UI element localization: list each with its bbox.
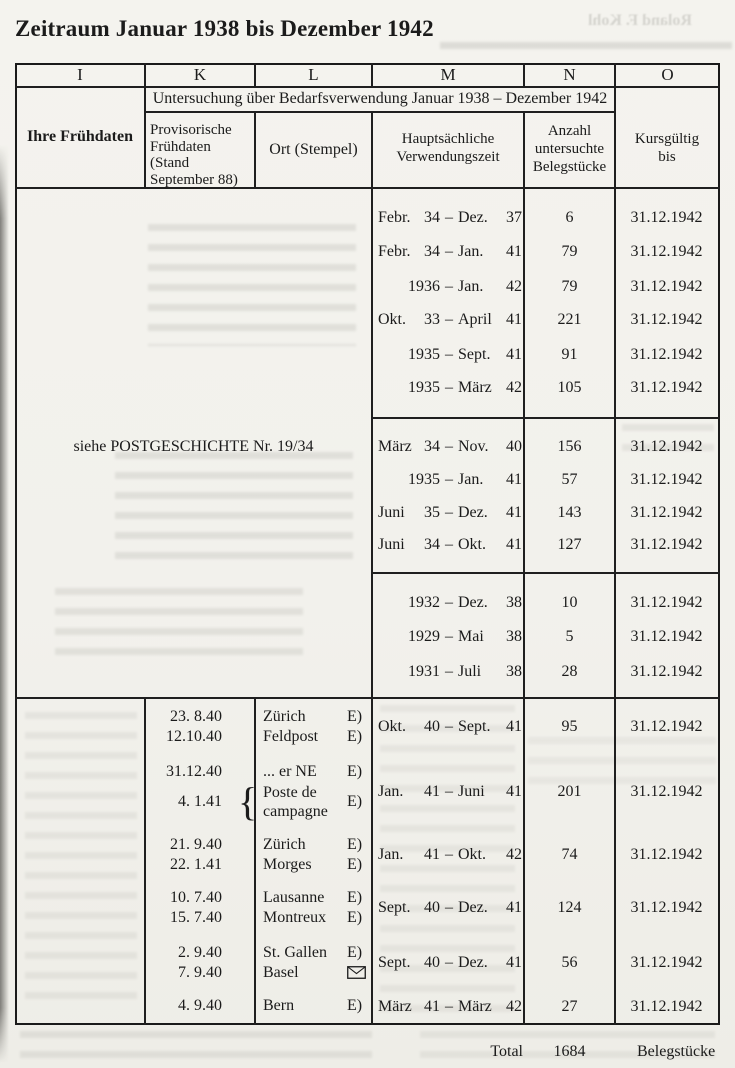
period-start-year: 1936 [408,278,440,295]
count-cell: 105 [557,379,582,396]
date-cell: 2. 9.40 [178,944,222,961]
period-end-month: Okt. [458,536,486,553]
header-cell-ort-stempel: Ort (Stempel) [269,141,358,158]
period-start-month: Sept. [378,954,411,971]
period-end-month: Sept. [458,718,491,735]
count-cell: 10 [561,594,578,611]
dash-glyph: – [445,379,453,396]
valid-until-cell: 31.12.1942 [630,346,703,363]
dash-glyph: – [445,594,453,611]
count-cell: 5 [565,628,574,645]
period-start-year: 1935 [408,379,440,396]
total-value: 1684 [553,1043,586,1060]
period-end-year: 38 [506,628,522,645]
count-cell: 74 [561,846,578,863]
header-cell-verwendungszeit: Hauptsächliche Verwendungszeit [396,131,500,165]
period-cell [378,345,524,365]
period-cell [378,627,524,647]
period-end-year: 41 [506,899,522,916]
period-cell [378,378,524,398]
date-cell: 22. 1.41 [170,856,222,873]
valid-until-cell: 31.12.1942 [630,954,703,971]
table-gridline [254,698,256,1025]
dash-glyph: – [445,243,453,260]
count-cell: 143 [557,504,582,521]
date-cell: 10. 7.40 [170,889,222,906]
marker-e: E) [347,909,363,926]
period-end-year: 41 [506,954,522,971]
period-end-month: Jan. [458,278,484,295]
dash-glyph: – [445,783,453,800]
period-cell [378,953,524,973]
valid-until-cell: 31.12.1942 [630,438,703,455]
period-end-year: 41 [506,504,522,521]
period-start-year: 1932 [408,594,440,611]
date-cell: 4. 1.41 [178,793,222,810]
period-start-year: 41 [424,846,440,863]
period-end-year: 42 [506,998,522,1015]
postgeschichte-note: siehe POSTGESCHICHTE Nr. 19/34 [73,438,314,455]
period-start-month: Sept. [378,899,411,916]
period-start-month: Okt. [378,311,406,328]
period-start-month: Febr. [378,243,411,260]
col-letter-i: I [77,65,83,84]
place-cell: Poste de [263,784,317,801]
marker-e: E) [347,944,363,961]
date-cell: 4. 9.40 [178,997,222,1014]
envelope-icon [347,966,366,984]
dash-glyph: – [445,954,453,971]
period-start-month: März [378,438,412,455]
date-cell: 7. 9.40 [178,964,222,981]
period-end-year: 41 [506,346,522,363]
place-cell: Basel [263,964,299,981]
page-title: Zeitraum Januar 1938 bis Dezember 1942 [15,16,434,41]
period-start-year: 34 [424,438,440,455]
period-end-year: 42 [506,278,522,295]
header-cell-provisorische-fruehdaten: Provisorische Frühdaten (Stand September 88) [150,122,238,188]
period-start-month: Febr. [378,209,411,226]
valid-until-cell: 31.12.1942 [630,783,703,800]
marker-e: E) [347,708,363,725]
period-end-month: März [458,998,492,1015]
period-start-year: 40 [424,899,440,916]
period-start-month: Juni [378,504,405,521]
period-end-year: 41 [506,783,522,800]
period-end-month: Nov. [458,438,489,455]
period-start-year: 34 [424,209,440,226]
place-cell: St. Gallen [263,944,327,961]
valid-until-cell: 31.12.1942 [630,846,703,863]
period-end-year: 41 [506,471,522,488]
marker-e: E) [347,856,363,873]
count-cell: 156 [557,438,582,455]
bleedthrough-smudge [440,42,732,57]
count-cell: 124 [557,899,582,916]
marker-e: E) [347,889,363,906]
date-cell: 12.10.40 [166,728,222,745]
period-start-year: 41 [424,783,440,800]
valid-until-cell: 31.12.1942 [630,278,703,295]
dash-glyph: – [445,471,453,488]
table-gridline [372,417,720,419]
dash-glyph: – [445,628,453,645]
dash-glyph: – [445,311,453,328]
marker-e: E) [347,836,363,853]
place-cell: Zürich [263,836,306,853]
period-start-year: 1935 [408,346,440,363]
period-end-month: März [458,379,492,396]
date-cell: 23. 8.40 [170,708,222,725]
date-cell: 21. 9.40 [170,836,222,853]
dash-glyph: – [445,346,453,363]
total-unit: Belegstücke [637,1043,716,1060]
period-cell [378,662,524,682]
place-cell: campagne [263,803,328,820]
date-cell: 31.12.40 [166,763,222,780]
period-end-year: 42 [506,379,522,396]
valid-until-cell: 31.12.1942 [630,379,703,396]
period-cell [378,717,524,737]
period-cell [378,503,524,523]
col-letter-n: N [563,65,576,84]
table-gridline [371,112,373,1025]
count-cell: 127 [557,536,582,553]
period-end-year: 37 [506,209,522,226]
period-end-year: 41 [506,536,522,553]
period-end-year: 40 [506,438,522,455]
period-start-month: Jan. [378,783,404,800]
table-gridline [15,187,720,189]
marker-e: E) [347,728,363,745]
place-cell: Lausanne [263,889,325,906]
dash-glyph: – [445,663,453,680]
period-end-month: Dez. [458,954,488,971]
scan-edge-shadow [0,145,9,1063]
period-cell [378,208,524,228]
dash-glyph: – [445,718,453,735]
valid-until-cell: 31.12.1942 [630,718,703,735]
header-cell-kursgueltig-bis: Kursgültig bis [634,131,700,165]
count-cell: 27 [561,998,578,1015]
period-end-year: 38 [506,594,522,611]
period-cell [378,593,524,613]
col-letter-k: K [193,65,207,84]
period-start-month: Jan. [378,846,404,863]
period-start-year: 41 [424,998,440,1015]
place-cell: Zürich [263,708,306,725]
period-start-year: 33 [424,311,440,328]
period-end-month: April [458,311,492,328]
period-end-month: Okt. [458,846,486,863]
count-cell: 6 [565,209,574,226]
marker-e: E) [347,997,363,1014]
dash-glyph: – [445,536,453,553]
period-end-month: Juni [458,783,485,800]
count-cell: 57 [561,471,578,488]
valid-until-cell: 31.12.1942 [630,209,703,226]
table-subheader: Untersuchung über Bedarfsverwendung Januar 1938 – Dezember 1942 [152,90,608,107]
dash-glyph: – [445,899,453,916]
period-start-year: 1929 [408,628,440,645]
valid-until-cell: 31.12.1942 [630,628,703,645]
period-end-year: 42 [506,846,522,863]
period-cell [378,310,524,330]
period-end-month: Dez. [458,504,488,521]
col-letter-o: O [661,65,674,84]
header-cell-anzahl-belegstuecke: Anzahl untersuchte Belegstücke [532,123,607,175]
marker-e: E) [347,763,363,780]
dash-glyph: – [445,209,453,226]
place-cell: Montreux [263,909,327,926]
table-gridline [372,572,720,574]
bleedthrough-author-name: Roland F. Kohl [588,12,692,29]
count-cell: 221 [557,311,582,328]
valid-until-cell: 31.12.1942 [630,899,703,916]
count-cell: 79 [561,243,578,260]
period-start-year: 1935 [408,471,440,488]
header-cell-ihre-fruehdaten: Ihre Frühdaten [27,128,133,145]
valid-until-cell: 31.12.1942 [630,504,703,521]
period-end-year: 41 [506,243,522,260]
period-end-month: Dez. [458,899,488,916]
count-cell: 56 [561,954,578,971]
valid-until-cell: 31.12.1942 [630,998,703,1015]
period-start-year: 34 [424,536,440,553]
bleedthrough-smudge [20,1031,372,1063]
dash-glyph: – [445,846,453,863]
period-start-year: 40 [424,718,440,735]
table-gridline [15,86,720,88]
col-letter-m: M [440,65,456,84]
count-cell: 79 [561,278,578,295]
period-end-month: Sept. [458,346,491,363]
date-cell: 15. 7.40 [170,909,222,926]
period-end-month: Jan. [458,243,484,260]
total-label: Total [490,1043,523,1060]
table-gridline [145,111,615,113]
period-end-month: Dez. [458,209,488,226]
period-start-year: 40 [424,954,440,971]
table-gridline [15,697,720,699]
period-cell [378,782,524,802]
period-cell [378,242,524,262]
period-start-month: Juni [378,536,405,553]
period-start-year: 1931 [408,663,440,680]
valid-until-cell: 31.12.1942 [630,243,703,260]
count-cell: 28 [561,663,578,680]
period-start-year: 35 [424,504,440,521]
marker-e: E) [347,793,363,810]
period-cell [378,277,524,297]
period-end-year: 38 [506,663,522,680]
count-cell: 91 [561,346,578,363]
dash-glyph: – [445,998,453,1015]
period-end-month: Mai [458,628,484,645]
valid-until-cell: 31.12.1942 [630,594,703,611]
brace-glyph: { [238,779,258,824]
period-start-month: März [378,998,412,1015]
valid-until-cell: 31.12.1942 [630,536,703,553]
place-cell: Morges [263,856,312,873]
period-end-month: Jan. [458,471,484,488]
dash-glyph: – [445,438,453,455]
place-cell: Feldpost [263,728,319,745]
dash-glyph: – [445,278,453,295]
valid-until-cell: 31.12.1942 [630,311,703,328]
period-start-year: 34 [424,243,440,260]
period-end-year: 41 [506,311,522,328]
period-cell [378,898,524,918]
period-cell [378,997,524,1017]
period-cell [378,535,524,555]
place-cell: Bern [263,997,295,1014]
count-cell: 201 [557,783,582,800]
period-cell [378,845,524,865]
dash-glyph: – [445,504,453,521]
col-letter-l: L [308,65,319,84]
place-cell: ... er NE [263,763,317,780]
valid-until-cell: 31.12.1942 [630,471,703,488]
period-end-year: 41 [506,718,522,735]
period-cell [378,437,524,457]
count-cell: 95 [561,718,578,735]
period-cell [378,470,524,490]
valid-until-cell: 31.12.1942 [630,663,703,680]
period-end-month: Juli [458,663,482,680]
period-start-month: Okt. [378,718,406,735]
period-end-month: Dez. [458,594,488,611]
